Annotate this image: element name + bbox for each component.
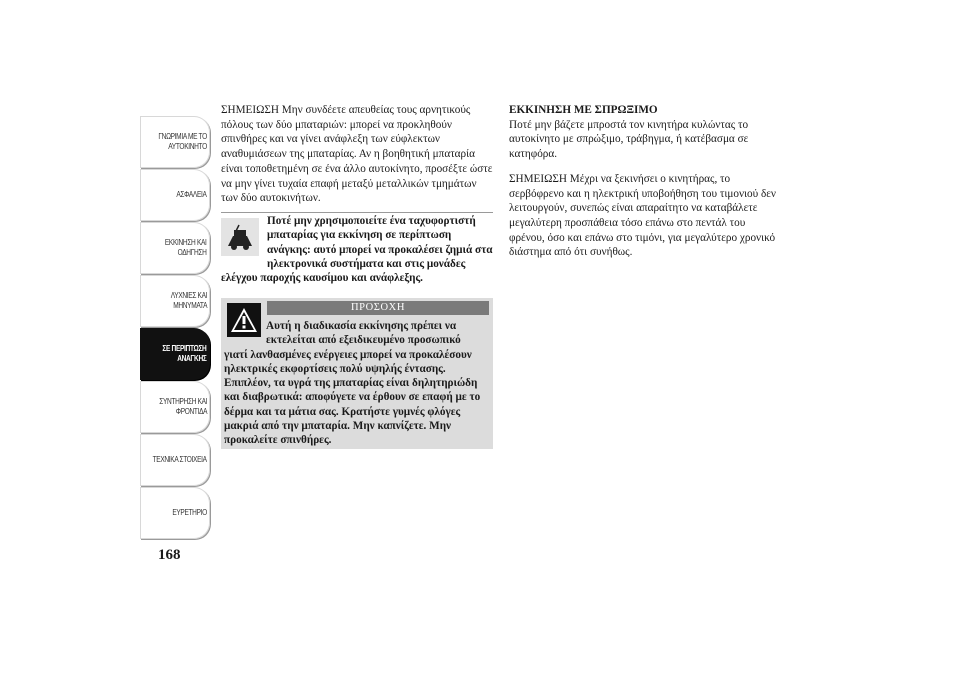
tab-index[interactable] — [140, 487, 210, 539]
warning-text-rest: γιατί λανθασμένες ενέργειες μπορεί να προκαλέσουν ηλεκτρικές εκφορτίσεις πολύ υψηλής έντασης. Επιπλέον, τα υγρά της μπαταρίας είναι δηλητηριώδη και διαβρωτικά: αποφύγετε να έρθουν σε επαφή με το δέρμα και τα μάτια σας. Κρατήστε γυμνές φλόγες μακριά από την μπαταρία. Μην καπνίζετε. Μην προκαλείτε σπινθήρες. — [224, 348, 481, 447]
tab-label: ΕΚΚΙΝΗΣΗ ΚΑΙ ΟΔΗΓΗΣΗ — [165, 238, 207, 257]
car-battery-icon — [221, 218, 259, 256]
tab-label: ΕΥΡΕΤΗΡΙΟ — [172, 508, 207, 517]
servo-note-paragraph: ΣΗΜΕΙΩΣΗ Μέχρι να ξεκινήσει ο κινητήρας, το σερβόφρενο και η ηλεκτρική υποβοήθηση του τιμονιού δεν λειτουργούν, συνεπώς είναι απαραίτητο να καταβάλετε μεγαλύτερη προσπάθεια τόσο επάνω στο πεντάλ του φρένου, όσο και επάνω στο τιμόνι, για μεγαλύτερο χρονικό διάστημα από ότι συνήθως. — [509, 172, 776, 259]
warning-text — [224, 319, 490, 448]
tab-emergency[interactable] — [140, 328, 210, 380]
section-title: ΕΚΚΙΝΗΣΗ ΜΕ ΣΠΡΩΞΙΜΟ — [509, 104, 658, 116]
warning-header: ΠΡΟΣΟΧΗ — [267, 301, 489, 315]
page-number: 168 — [158, 547, 181, 563]
tab-safety[interactable] — [140, 169, 210, 221]
push-start-paragraph: Ποτέ μην βάζετε μπροστά τον κινητήρα κυλώντας το αυτοκίνητο με σπρώξιμο, τράβηγμα, ή κατέβασμα σε κατηφόρα. — [509, 118, 749, 161]
tab-label: ΤΕΧΝΙΚΑ ΣΤΟΙΧΕΙΑ — [152, 455, 207, 464]
tab-lights-messages[interactable] — [140, 275, 210, 327]
tab-label: ΣΕ ΠΕΡΙΠΤΩΣΗ ΑΝΑΓΚΗΣ — [162, 344, 207, 363]
left-column — [221, 103, 493, 206]
tab-label: ΑΣΦΑΛΕΙΑ — [176, 190, 207, 199]
section-divider — [221, 212, 493, 213]
tab-label: ΛΥΧΝΙΕΣ ΚΑΙ ΜΗΝΥΜΑΤΑ — [170, 291, 207, 310]
tab-label: ΓΝΩΡΙΜΙΑ ΜΕ ΤΟ ΑΥΤΟΚΙΝΗΤΟ — [158, 132, 207, 151]
warning-box — [221, 298, 493, 449]
tab-label: ΣΥΝΤΗΡΗΣΗ ΚΑΙ ΦΡΟΝΤΙΔΑ — [158, 397, 207, 416]
tab-getting-to-know-car[interactable] — [140, 116, 210, 168]
battery-note-paragraph: ΣΗΜΕΙΩΣΗ Μην συνδέετε απευθείας τους αρνητικούς πόλους των δύο μπαταριών: μπορεί να προκληθούν σπινθήρες και να γίνει ανάφλεξη των εύφλεκτων αναθυμιάσεων της μπαταρίας. Αν η βοηθητική μπαταρία είναι τοποθετημένη σε ένα άλλο αυτοκίνητο, προσέξτε ώστε να μην γίνει τυχαία επαφή μεταξύ μεταλλικών τμημάτων των δύο αυτοκινήτων. — [221, 104, 493, 205]
charger-note — [221, 214, 493, 285]
tab-maintenance-care[interactable] — [140, 381, 210, 433]
charger-note-text: Ποτέ μην χρησιμοποιείτε ένα ταχυφορτιστή μπαταρίας για εκκίνηση σε περίπτωση ανάγκης: αυτό μπορεί να προκαλέσει ζημιά στα ηλεκτρονικά συστήματα και στις μονάδες ελέγχου παροχής καυσίμου και ανάφλεξης. — [221, 215, 493, 285]
right-column — [509, 103, 779, 260]
tab-starting-driving[interactable] — [140, 222, 210, 274]
warning-text-first: Αυτή η διαδικασία εκκίνησης πρέπει να εκτελείται από εξειδικευμένο προσωπικό — [266, 320, 461, 347]
tab-technical-data[interactable] — [140, 434, 210, 486]
